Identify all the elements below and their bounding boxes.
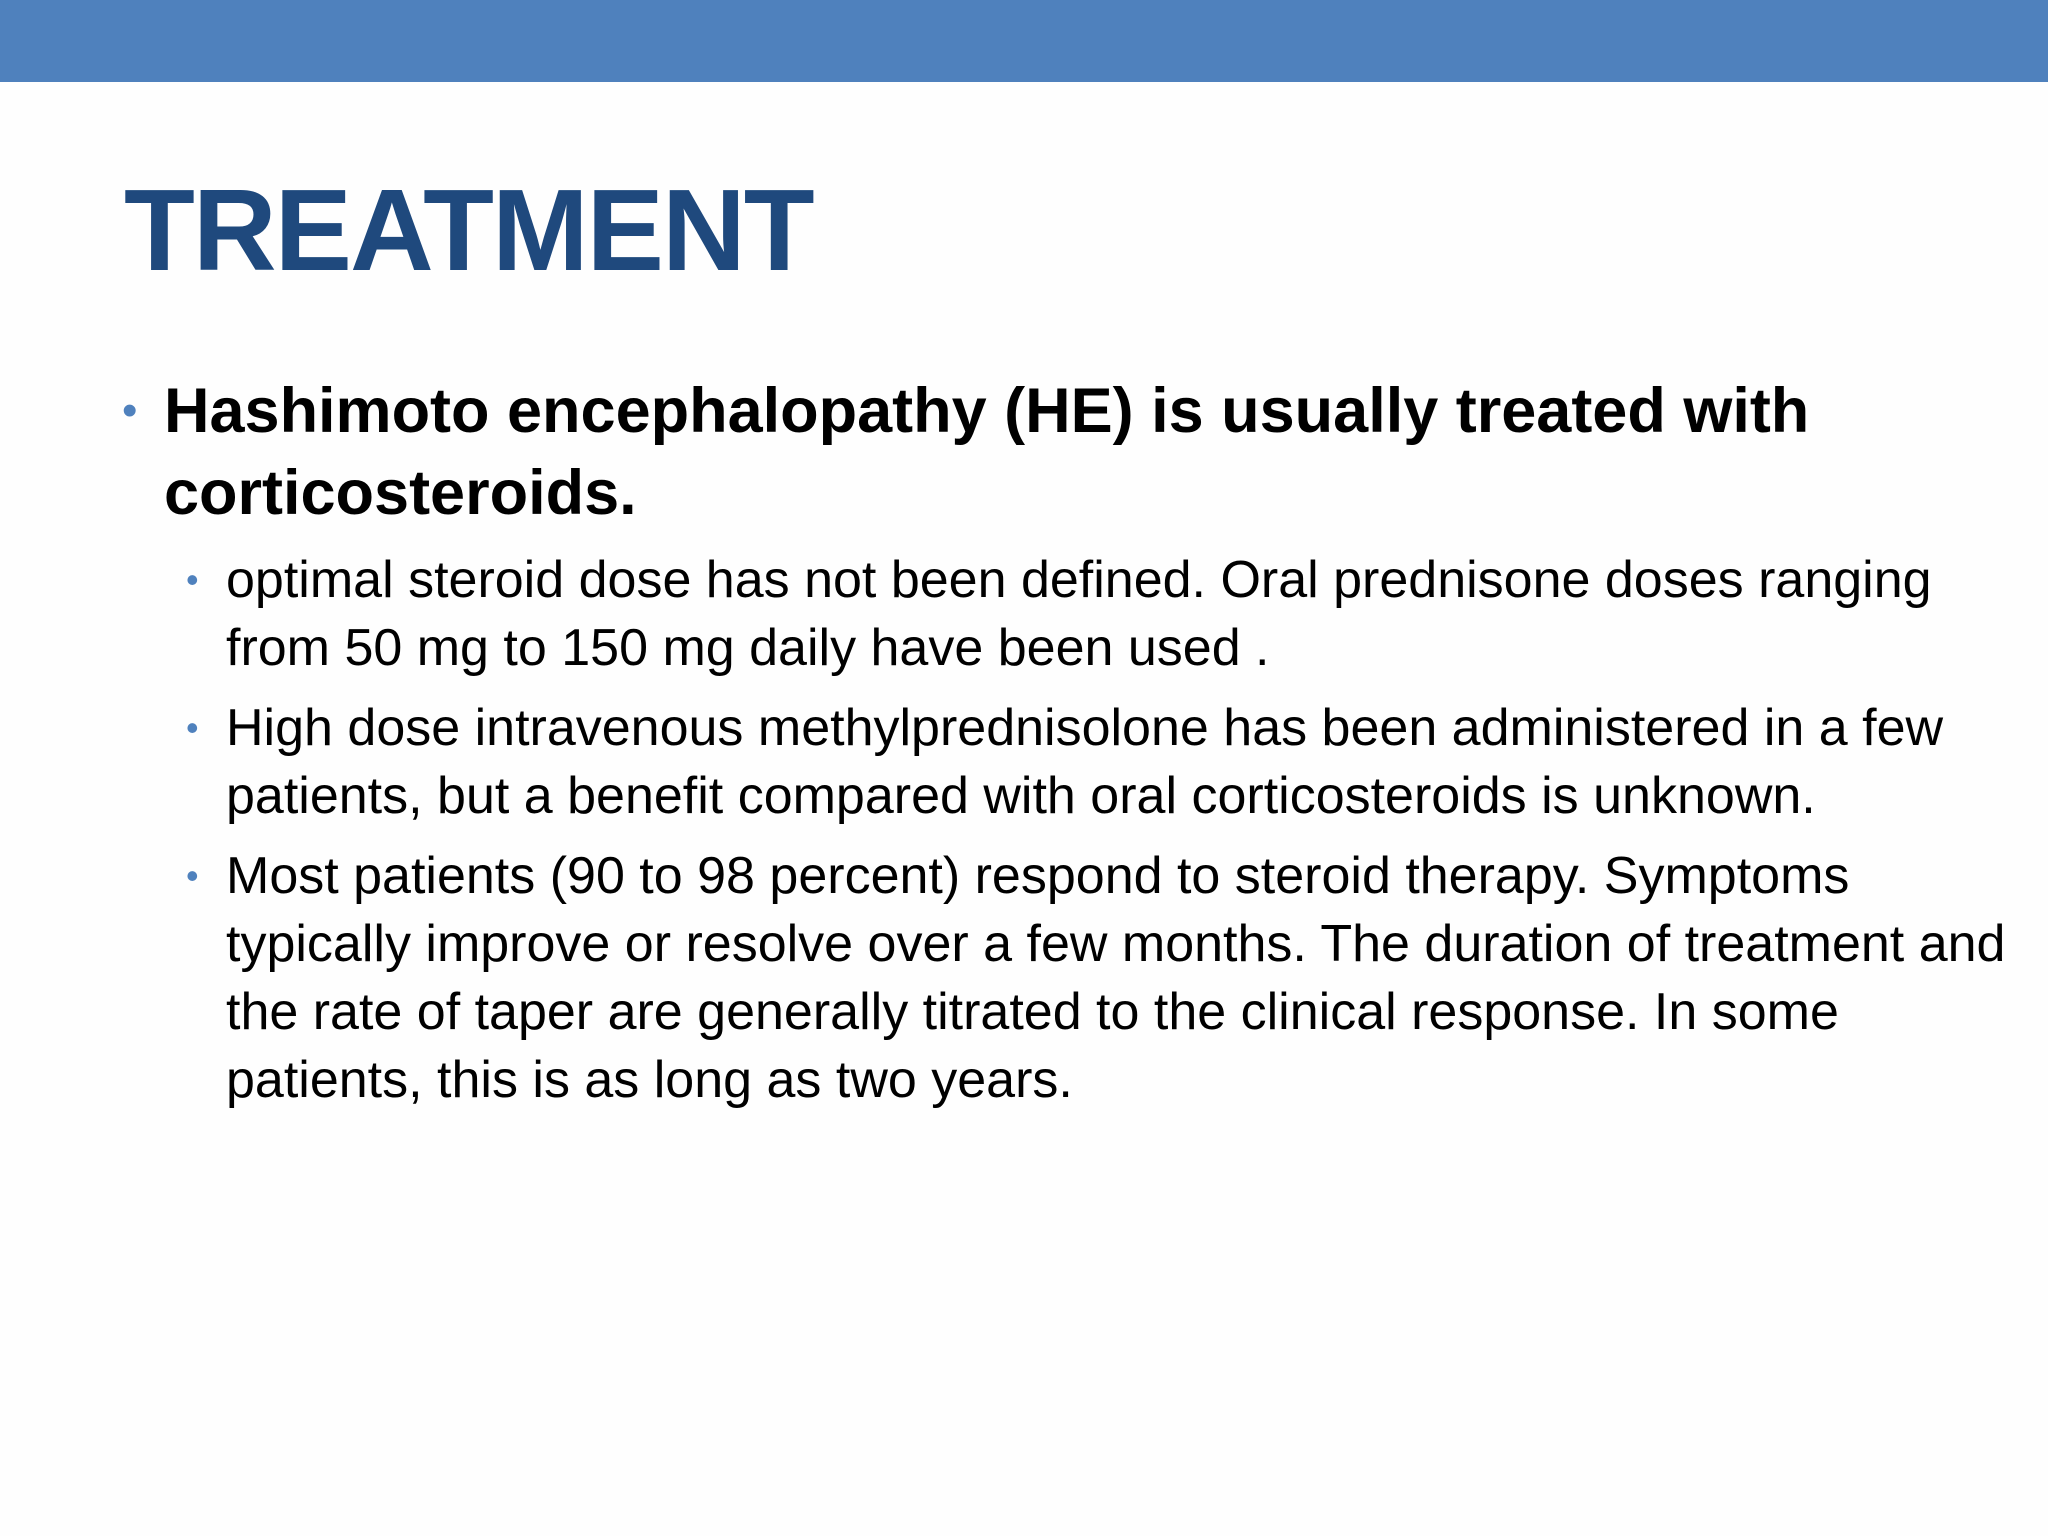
sub-bullet-response [186, 842, 2046, 1114]
header-bar [0, 0, 2048, 82]
bullet-icon: • [186, 707, 199, 748]
bullet-main [112, 370, 1952, 534]
bullet-icon: • [186, 559, 199, 600]
bullet-main-text: Hashimoto encephalopathy (HE) is usually treated with corticosteroids. [164, 376, 1810, 528]
bullet-icon: • [122, 386, 138, 435]
sub-bullet-text: High dose intravenous methylprednisolone has been administered in a few patients, but a benefit compared with oral corticosteroids is unknown. [226, 699, 1944, 825]
sub-bullet-text: optimal steroid dose has not been defined. Oral prednisone doses ranging from 50 mg to 150 mg daily have been used . [226, 551, 1932, 677]
bullet-icon: • [186, 855, 199, 896]
sub-bullet-iv [186, 694, 2046, 830]
sub-bullet-dose [186, 546, 2046, 682]
slide-content [112, 370, 2006, 1126]
slide-title: TREATMENT [124, 165, 813, 295]
sub-bullet-text: Most patients (90 to 98 percent) respond to steroid therapy. Symptoms typically improve or resolve over a few months. The duration of treatment and the rate of taper are generally titrated to the clinical response. In some patients, this is as long as two years. [226, 847, 2006, 1109]
